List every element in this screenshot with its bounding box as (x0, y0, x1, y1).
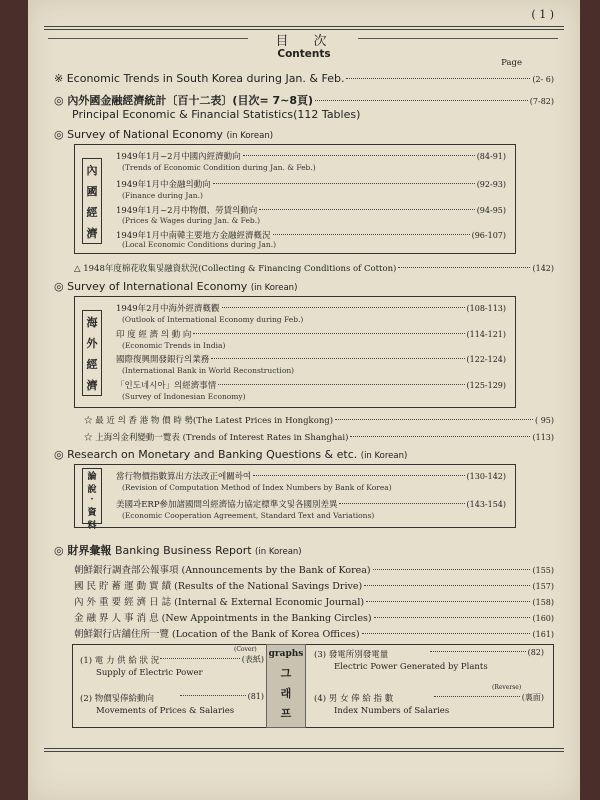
toc-entry-banking-4[interactable]: 金 融 界 人 事 消 息 (New Appointments in the Banking Circles) (160) (74, 613, 554, 624)
toc-sub-international-4: (Survey of Indonesian Economy) (122, 392, 246, 401)
toc-sub-national-2: (Finance during Jan.) (122, 191, 203, 200)
toc-entry-economic-trends[interactable]: ※ Economic Trends in South Korea during Jan. & Feb. (2- 6) (54, 72, 554, 85)
page-number: ( 1 ) (531, 8, 554, 21)
national-side-label: 內 國 經 濟 (82, 158, 102, 244)
graph-2-english: Movements of Prices & Salaries (96, 706, 235, 716)
graph-4-title[interactable]: (4) 男 女 俸 給 指 數 (314, 694, 394, 704)
toc-sub-international-2: (Economic Trends in India) (122, 341, 226, 350)
toc-sub-research-1: (Revision of Computation Method of Index Numbers by Bank of Korea) (122, 483, 392, 492)
bottom-rule (44, 748, 564, 752)
title-rule-left (48, 38, 248, 39)
toc-entry-cotton[interactable]: △ 1948年度棉花收集및融資狀況(Collecting & Financing Conditions of Cotton) (142) (74, 264, 554, 274)
graph-1-english: Supply of Electric Power (96, 668, 203, 678)
toc-entry-research-1[interactable]: 當行物價指數算出方法改正에關하여 (130-142) (116, 472, 506, 482)
graph-3-english: Electric Power Generated by Plants (334, 662, 488, 672)
graph-4-page: (裏面) (432, 692, 544, 703)
section-heading-national: ◎ Survey of National Economy (in Korean) (54, 128, 274, 141)
graph-2-page: (81) (178, 692, 264, 701)
toc-entry-banking-3[interactable]: 內 外 重 要 經 濟 日 誌 (Internal & External Economic Journal) (158) (74, 597, 554, 608)
toc-entry-national-1[interactable]: 1949年1月~2月中國內經濟動向 (84-91) (116, 152, 506, 162)
graph-2-title[interactable]: (2) 物價및俸給動向 (80, 694, 154, 704)
toc-sub-research-2: (Economic Cooperation Agreement, Standard Text and Variations) (122, 511, 375, 520)
research-side-label: 論 說 · 資 料 (82, 468, 102, 524)
graphs-center-label: graphs 그 래 프 (266, 644, 306, 728)
toc-entry-hongkong[interactable]: ☆ 最 近 의 香 港 物 價 時 勢(The Latest Prices in Hongkong) ( 95) (84, 416, 554, 426)
toc-sub-national-3: (Prices & Wages during Jan. & Feb.) (122, 216, 260, 225)
graph-4-english: Index Numbers of Salaries (334, 706, 450, 716)
toc-entry-national-2[interactable]: 1949年1月中金融의動向 (92-93) (116, 180, 506, 190)
toc-sub-international-3: (International Bank in World Reconstruction) (122, 366, 295, 375)
toc-entry-national-3[interactable]: 1949年1月~2月中物價、勞賃의動向 (94-95) (116, 206, 506, 216)
contents-title-korean: 目 次 (275, 34, 333, 49)
toc-entry-statistics[interactable]: ◎ 內外國金融經濟統計〔百十二表〕(目次= 7~8頁) (7-82) (54, 94, 554, 107)
page-column-label: Page (501, 58, 522, 68)
section-heading-banking: ◎ 財界彙報 Banking Business Report (in Korean) (54, 544, 302, 557)
graph-4-page-note: (Reverse) (492, 684, 522, 691)
toc-entry-banking-2[interactable]: 國 民 貯 蓄 運 動 實 績 (Results of the National Savings Drive) (157) (74, 581, 554, 592)
toc-entry-statistics-english: Principal Economic & Financial Statistics(112 Tables) (72, 108, 361, 121)
toc-sub-national-1: (Trends of Economic Condition during Jan. & Feb.) (122, 163, 316, 172)
title-rule-right (358, 38, 558, 39)
toc-entry-international-1[interactable]: 1949年2月中海外經濟槪觀 (108-113) (116, 304, 506, 314)
graph-3-page: (82) (428, 648, 544, 657)
section-heading-research: ◎ Research on Monetary and Banking Questions & etc. (in Korean) (54, 448, 408, 461)
international-side-label: 海 外 經 濟 (82, 310, 102, 396)
toc-entry-international-2[interactable]: 印 度 經 濟 의 動 向 (114-121) (116, 330, 506, 340)
graph-3-title[interactable]: (3) 發電所別發電量 (314, 650, 389, 660)
toc-entry-research-2[interactable]: 美國과ERP參加諸國間의經濟協力協定標準文및各國別差異 (143-154) (116, 500, 506, 510)
toc-entry-national-4[interactable]: 1949年1月中南韓主要地方金融經濟槪況 (96-107) (116, 231, 506, 241)
contents-title-english: Contents (277, 48, 331, 60)
toc-entry-banking-1[interactable]: 朝鮮銀行調査部公報事項 (Announcements by the Bank of Korea) (155) (74, 565, 554, 576)
toc-entry-banking-5[interactable]: 朝鮮銀行店舖住所一覽 (Location of the Bank of Korea Offices) (161) (74, 629, 554, 640)
graph-1-page-note: (Cover) (234, 646, 257, 653)
toc-entry-international-4[interactable]: 「인도네시아」의經濟事情 (125-129) (116, 381, 506, 391)
toc-entry-international-3[interactable]: 國際復興開發銀行의業務 (122-124) (116, 355, 506, 365)
document-page (28, 0, 580, 800)
toc-sub-national-4: (Local Economic Conditions during Jan.) (122, 240, 277, 249)
toc-sub-international-1: (Outlook of International Economy during Feb.) (122, 315, 304, 324)
graph-1-title[interactable]: (1) 電 力 供 給 狀 況 (80, 656, 160, 666)
section-heading-international: ◎ Survey of International Economy (in Korean) (54, 280, 298, 293)
graph-1-page: (表紙) (158, 654, 264, 665)
toc-entry-shanghai[interactable]: ☆ 上海의金利變動一覽表 (Trends of Interest Rates in Shanghai) (113) (84, 433, 554, 443)
